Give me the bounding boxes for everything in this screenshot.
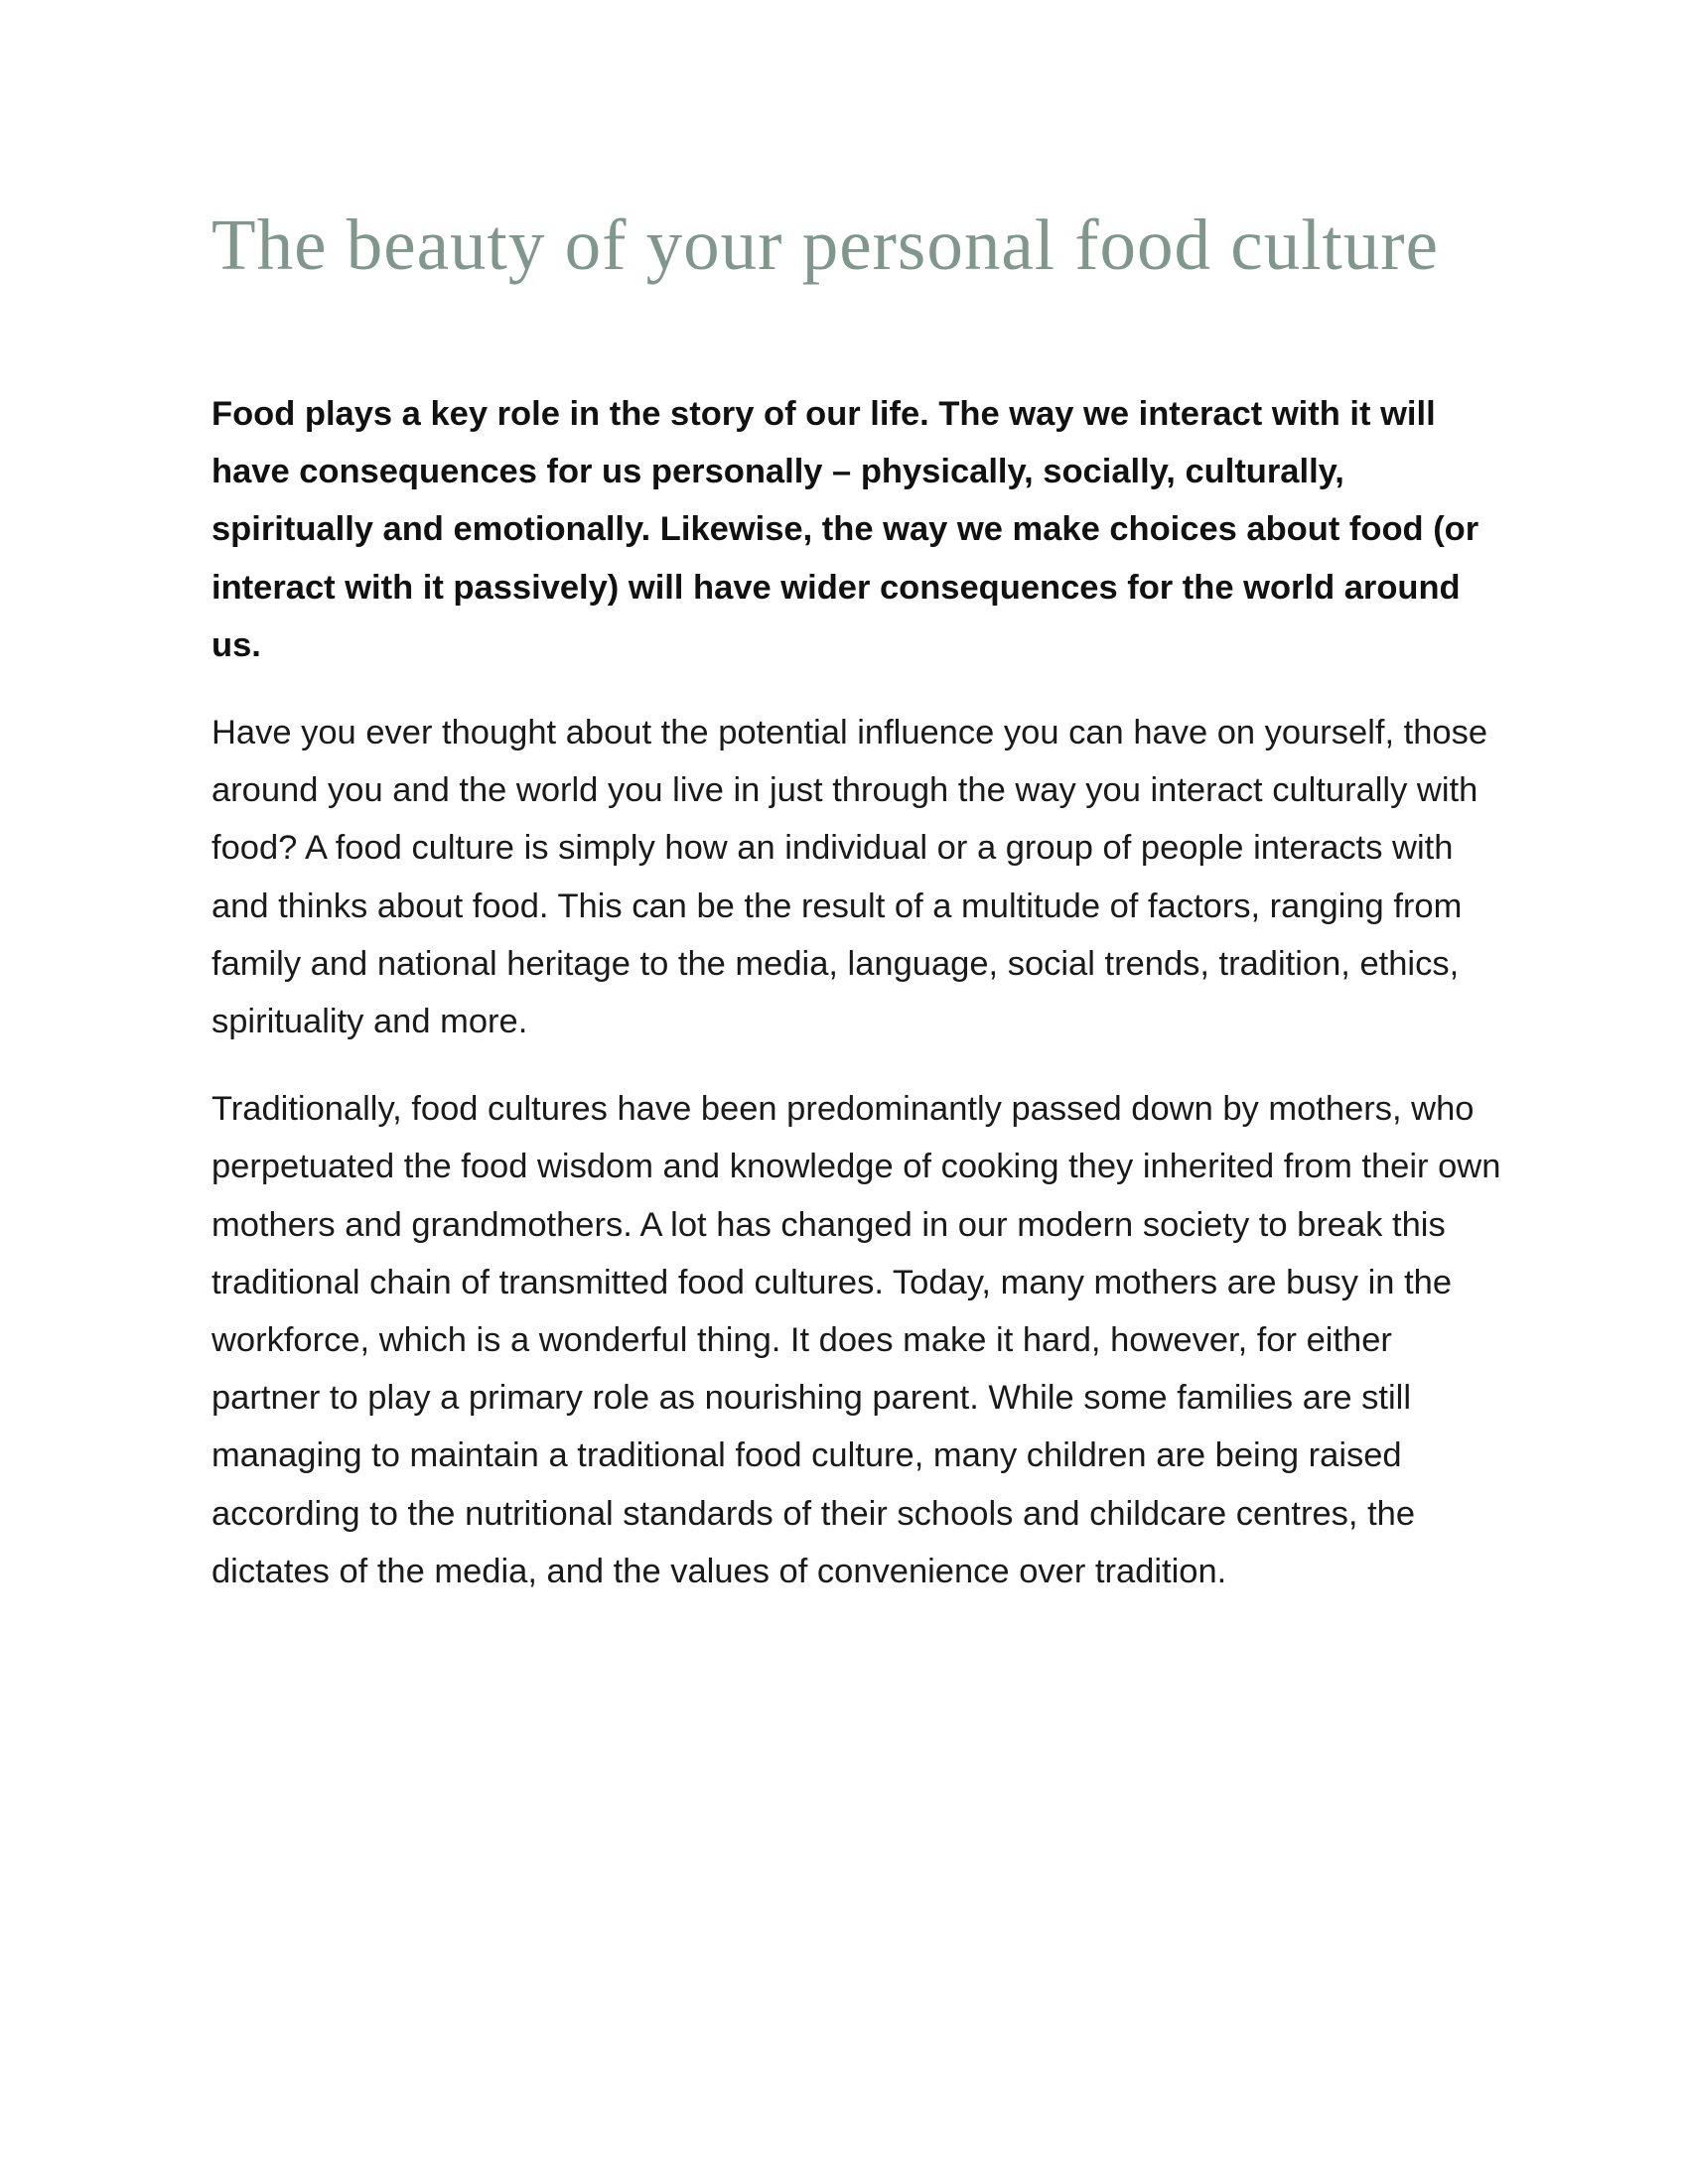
lead-paragraph: Food plays a key role in the story of our life. The way we interact with it will have consequences for us personally – physically, socially, culturally, spiritually and emotionally. Likewise, the way we make choices about food (or interact with it passively) will have wider consequences for the world around us. (211, 395, 1479, 664)
body-paragraph-1: Have you ever thought about the potential influence you can have on yourself, those around you and the world you live in just through the way you interact culturally with food? A food culture is simply how an individual or a group of people interacts with and thinks about food. This can be the result of a multitude of factors, ranging from family and national heritage to the media, language, social trends, tradition, ethics, spirituality and more. (211, 714, 1488, 1041)
body-paragraph-2: Traditionally, food cultures have been predominantly passed down by mothers, who perpetuated the food wisdom and knowledge of cooking they inherited from their own mothers and grandmothers. A lot has changed in our modern society to break this traditional chain of transmitted food cultures. Today, many mothers are busy in the workforce, which is a wonderful thing. It does make it hard, however, for either partner to play a primary role as nourishing parent. While some families are still managing to maintain a traditional food culture, many children are being raised according to the nutritional standards of their schools and childcare centres, the dictates of the media, and the values of convenience over tradition. (211, 1090, 1501, 1590)
page-content (211, 197, 1502, 1600)
page-title: The beauty of your personal food culture (211, 205, 1439, 285)
